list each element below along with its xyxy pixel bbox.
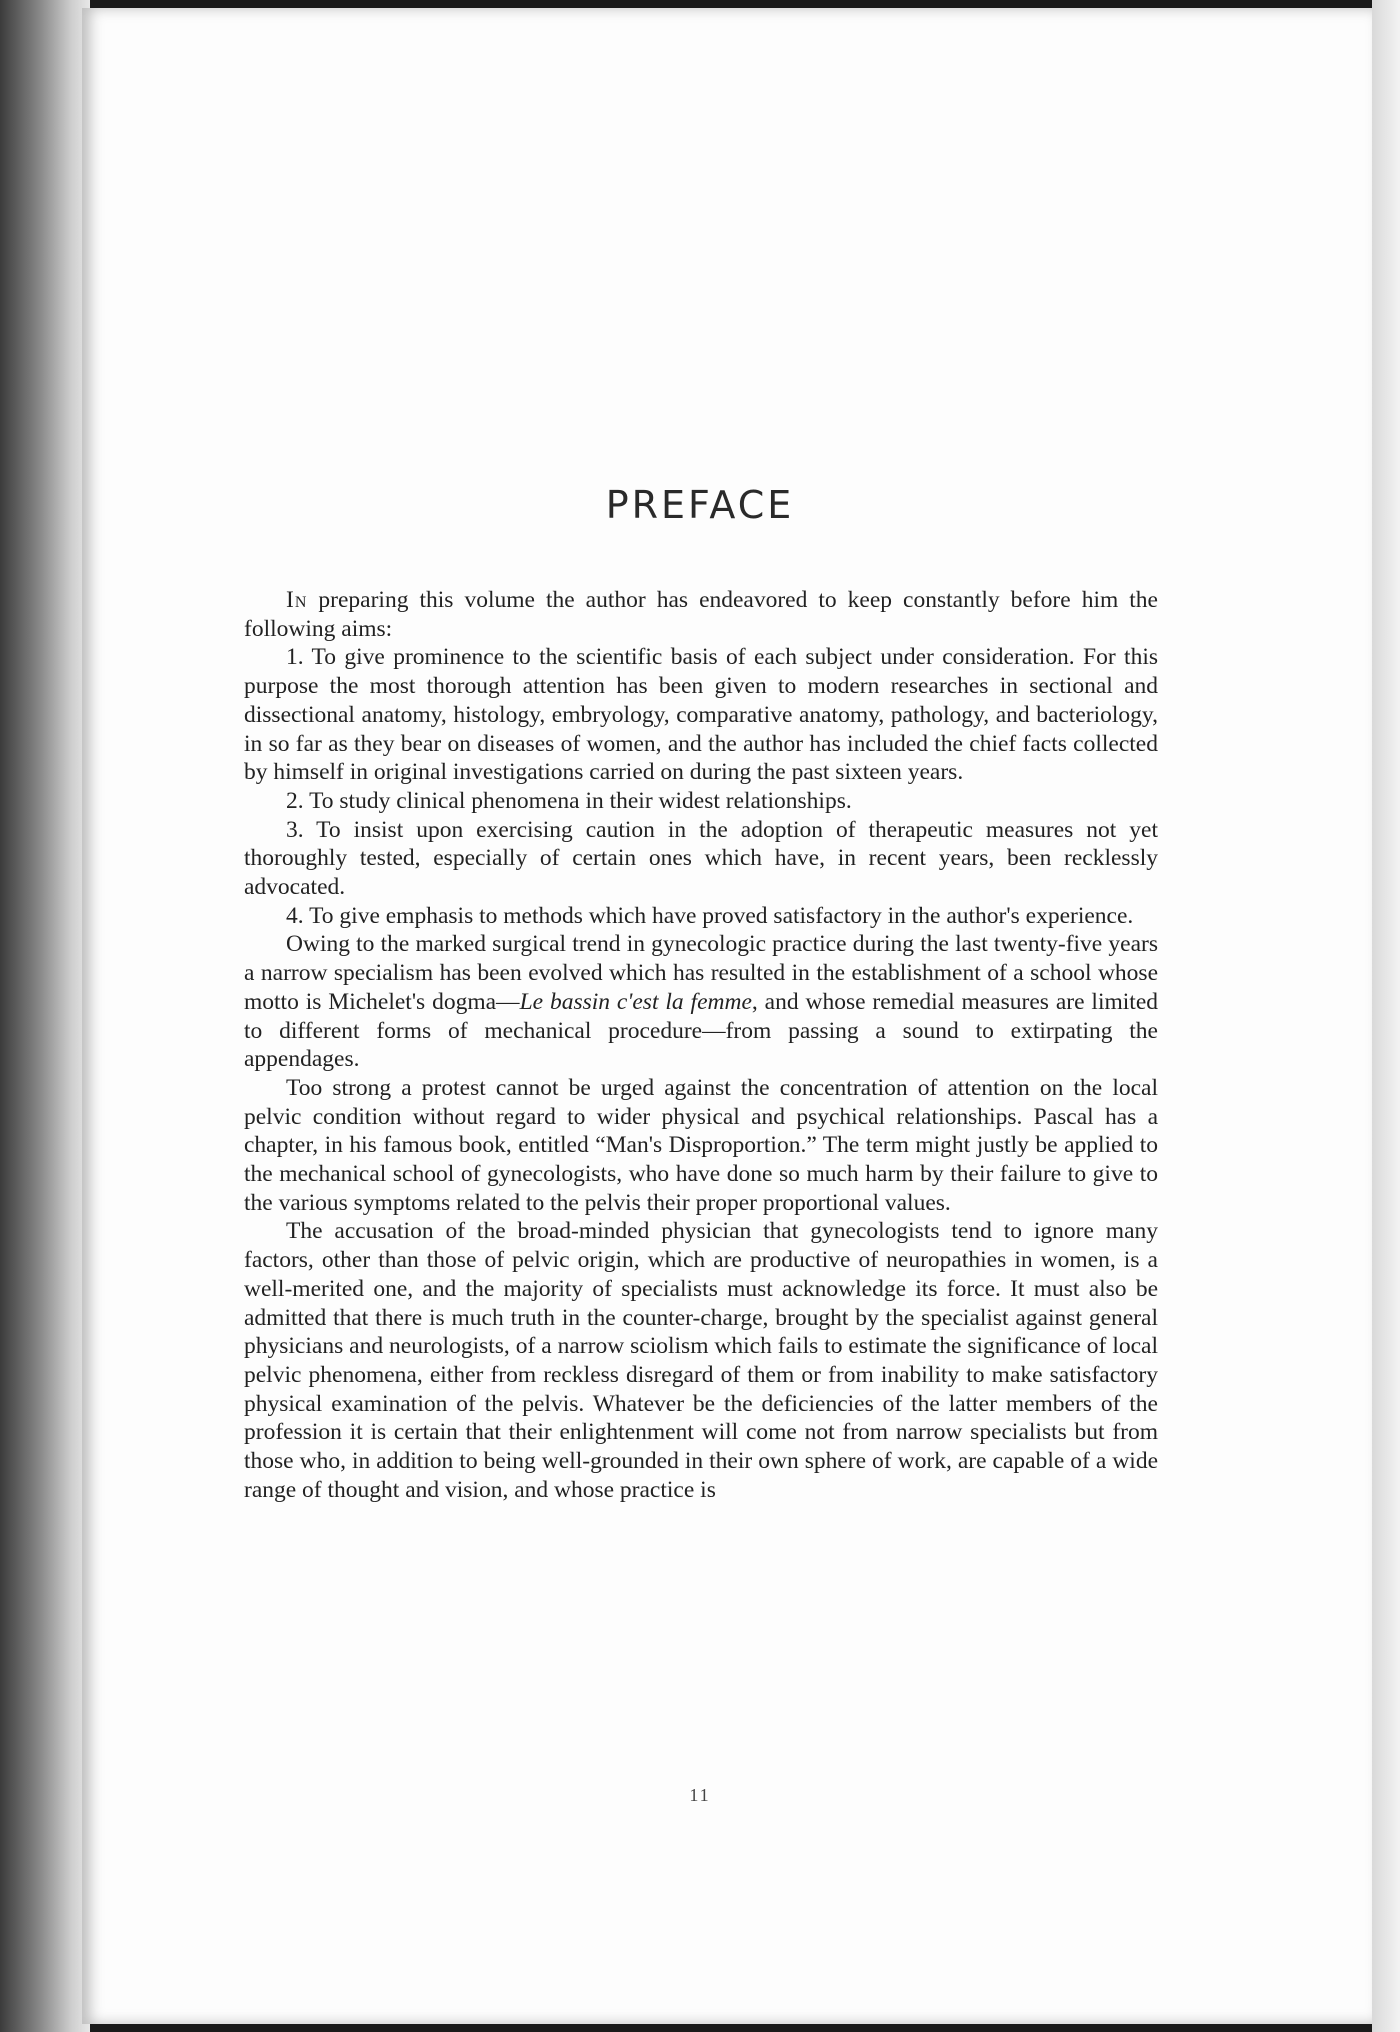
italic-quote: Le bassin c'est la femme: [519, 988, 752, 1015]
page-number: 11: [689, 1785, 711, 1805]
paragraph-aim-4: 4. To give emphasis to methods which have proved satisfactory in the author's experience.: [286, 902, 1134, 929]
paragraph-aim-3: 3. To insist upon exercising caution in the adoption of therapeutic measures not yet thoroughly tested, especially of certain ones which have, in recent years, been recklessly advocated.: [244, 816, 1158, 901]
paragraph-aim-2: 2. To study clinical phenomena in their widest relationships.: [286, 787, 852, 814]
paragraph-intro: [244, 586, 1158, 643]
book-spine-edge: [0, 0, 90, 2032]
page-title: PREFACE: [605, 483, 795, 528]
paragraph-accusation: The accusation of the broad-minded physician that gynecologists tend to ignore many factors, other than those of pelvic origin, which are productive of neuropathies in women, is a well-merited one, and the majority of specialists must acknowledge its force. It must also be admitted that there is much truth in the counter-charge, brought by the specialist against general physicians and neurologists, of a narrow sciolism which fails to estimate the significance of local pelvic phenomena, either from reckless disregard of them or from inability to make satisfactory physical examination of the pelvis. Whatever be the deficiencies of the latter members of the profession it is certain that their enlightenment will come not from narrow specialists but from those who, in addition to being well-grounded in their own sphere of work, are capable of a wide range of thought and vision, and whose practice is: [244, 1218, 1158, 1503]
page-right-edge: [1372, 0, 1400, 2032]
paragraph-surgical-trend: [244, 930, 1158, 1074]
preface-body: [244, 586, 1158, 1505]
paragraph-text: , and whose remedial measures are limited to different forms of mechanical procedure—from passing a sound to extirpating the appendages.: [244, 988, 1159, 1073]
drop-initial-word: In: [286, 587, 308, 613]
paragraph-protest: Too strong a protest cannot be urged against the concentration of attention on the local pelvic condition without regard to wider physical and psychical relationships. Pascal has a chapter, in his famous book, entitled “Man's Disproportion.” The term might justly be applied to the mechanical school of gynecologists, who have done so much harm by their failure to give to the various symptoms related to the pelvis their proper proportional values.: [244, 1074, 1158, 1216]
paragraph-text: Owing to the marked surgical trend in gynecologic practice during the last twenty-five years a narrow specialism has been evolved which has resulted in the establishment of a school whose motto is Michelet's dogma—: [244, 931, 1158, 1015]
paragraph-aim-1: 1. To give prominence to the scientific basis of each subject under consideration. For this purpose the most thorough attention has been given to modern researches in sectional and dissectional anatomy, histology, embryology, comparative anatomy, pathology, and bacteriology, in so far as they bear on diseases of women, and the author has included the chief facts collected by himself in original investigations carried on during the past sixteen years.: [244, 644, 1158, 786]
paragraph-text: preparing this volume the author has endeavored to keep constantly before him the following aims:: [244, 587, 1158, 642]
